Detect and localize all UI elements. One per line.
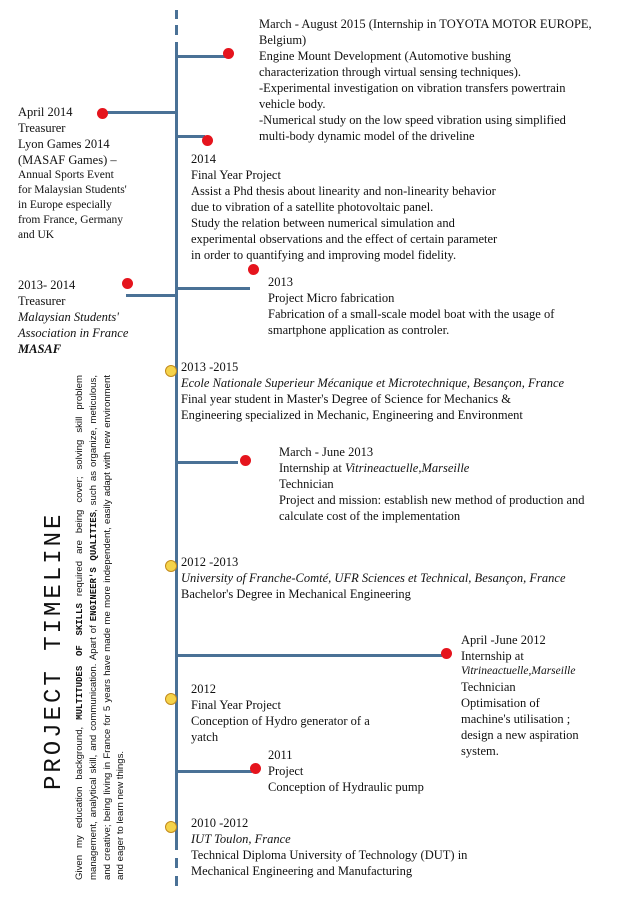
branch-vitri2012: [176, 654, 442, 657]
entry-micro: 2013 Project Micro fabrication Fabrication of a small-scale model boat with the usage of smartphone application as controler.: [268, 275, 555, 337]
branch-fyp2014: [176, 135, 205, 138]
page-title: PROJECT TIMELINE: [41, 511, 68, 790]
timeline-spine-bottom-dash: [175, 876, 178, 886]
marker-toyota: [223, 48, 234, 59]
entry-vitri2012: April -June 2012 Internship at Vitrineactuelle,Marseille Technician Optimisation of machine's utilisation ; design a new aspiration system.: [461, 633, 579, 758]
marker-micro: [248, 264, 259, 275]
timeline-spine-bottom-dash: [175, 858, 178, 868]
branch-micro: [176, 287, 250, 290]
timeline-spine: [175, 42, 178, 850]
marker-fyp2014: [202, 135, 213, 146]
marker-ensmm: [165, 365, 177, 377]
marker-iut: [165, 821, 177, 833]
marker-hydraulic: [250, 763, 261, 774]
timeline-spine-top-dash: [175, 10, 178, 19]
entry-toyota: March - August 2015 (Internship in TOYOTA MOTOR EUROPE, Belgium) Engine Mount Development (Automotive bushing characterization through virtual sensing techniques). -Experimental investigation on vibration transfers powertrain vehicle body. -Numerical study on the low speed vibration using simplified multi-body dynamic model of the driveline: [259, 17, 592, 143]
entry-fyp2012: 2012 Final Year Project Conception of Hydro generator of a yatch: [191, 682, 370, 744]
timeline-spine-top-dash: [175, 25, 178, 35]
branch-hydraulic: [176, 770, 252, 773]
entry-ensmm: 2013 -2015 Ecole Nationale Superieur Mécanique et Microtechnique, Besançon, France Final year student in Master's Degree of Science for Mechanics & Engineering specialized in Mechanic, Engineering and Environment: [181, 360, 565, 422]
entry-fyp2014: 2014 Final Year Project Assist a Phd thesis about linearity and non-linearity behavior due to vibration of a satellite photovoltaic panel. Study the relation between numerical simulation and experimental observations and the effect of certain parameter in order to quantifying and improving model fidelity.: [191, 152, 498, 262]
marker-vitri2013: [240, 455, 251, 466]
branch-vitri2013: [176, 461, 238, 464]
entry-vitri2013: March - June 2013 Internship at Vitrineactuelle,Marseille Technician Project and mission: establish new method of production and calculate cost of the implementation: [279, 445, 585, 523]
entry-iut: 2010 -2012 IUT Toulon, France Technical Diploma University of Technology (DUT) in Mechanical Engineering and Manufacturing: [191, 816, 468, 878]
branch-toyota: [176, 55, 226, 58]
entry-ufc: 2012 -2013 University of Franche-Comté, UFR Sciences et Technical, Besançon, France Bachelor's Degree in Mechanical Engineering: [181, 555, 566, 601]
entry-lyon: April 2014 Treasurer Lyon Games 2014 (MASAF Games) – Annual Sports Event for Malaysian Students' in Europe especially from France, Germany and UK: [18, 105, 127, 241]
entry-hydraulic: 2011 Project Conception of Hydraulic pump: [268, 748, 424, 794]
entry-masaf: 2013- 2014 Treasurer Malaysian Students' Association in France MASAF: [18, 278, 129, 356]
side-panel: [40, 375, 140, 880]
branch-masaf: [126, 294, 176, 297]
intro-paragraph: Given my education background, MULTITUDES OF SKILLS required are being cover; solving skill problem management, analytical skill, and communication. Apart of ENGINEER'S QUALITIES, such as organize, meticulous, and creative; being living in France for 5 years have made me more independent, easily adapt with new environment and eager to learn new things.: [74, 375, 126, 880]
marker-vitri2012: [441, 648, 452, 659]
marker-ufc: [165, 560, 177, 572]
marker-fyp2012: [165, 693, 177, 705]
